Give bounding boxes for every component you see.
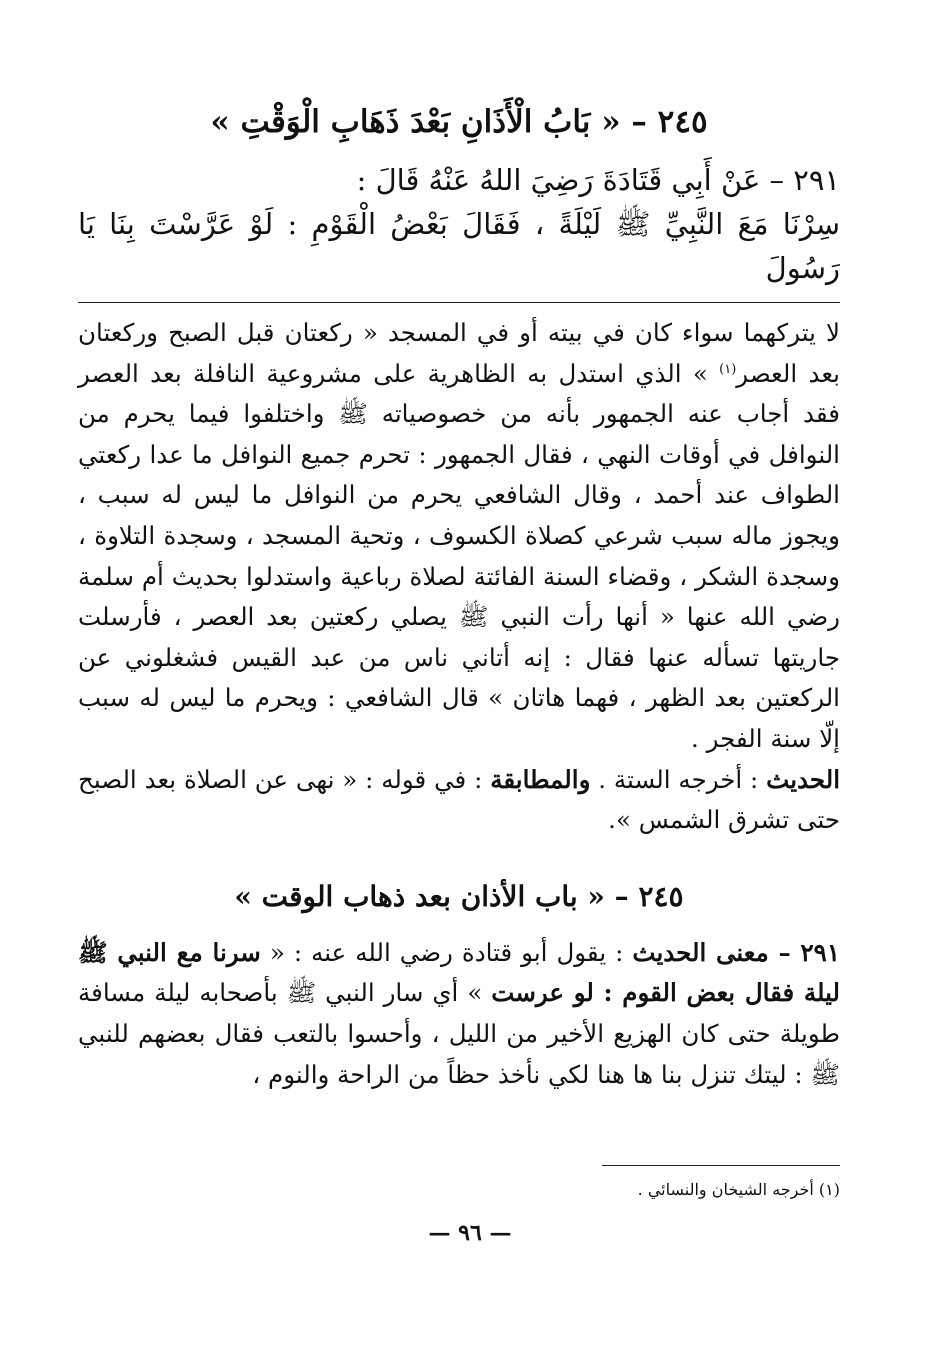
hadith-line-2: سِرْنَا مَعَ النَّبِيِّ ﷺ لَيْلَةً ، فَقَالَ بَعْضُ الْقَوْمِ : لَوْ عَرَّسْتَ بِنَا يَا رَسُولَ bbox=[78, 207, 840, 285]
footnote-reference: (١) bbox=[719, 361, 737, 377]
takhrij-text: : أخرجه الستة . bbox=[590, 764, 767, 794]
commentary-paragraph bbox=[78, 313, 840, 841]
explanation-label: ٢٩١ – معنى الحديث bbox=[632, 937, 840, 967]
footnote: (١) أخرجه الشيخان والنسائي . bbox=[637, 1180, 840, 1199]
separator-rule bbox=[78, 302, 840, 303]
explanation-text-2: » أي سار النبي ﷺ بأصحابه ليلة مسافة طويلة حتى كان الهزيع الأخير من الليل ، وأحسوا بالتعب فقال بعضهم للنبي ﷺ : ليتك تنزل بنا ها هنا لكي نأخذ حظاً من الراحة والنوم ، bbox=[78, 978, 840, 1089]
explanation-quote: سرنا مع النبي ﷺ ليلة فقال بعض القوم : لو عرست bbox=[78, 937, 840, 1008]
explanation-text-1: : يقول أبو قتادة رضي الله عنه : « bbox=[260, 937, 633, 967]
commentary-text: لا يتركهما سواء كان في بيته أو في المسجد « ركعتان قبل الصبح وركعتان بعد العصر bbox=[78, 318, 840, 388]
chapter-title: ٢٤٥ – « بَابُ الْأَذَانِ بَعْدَ ذَهَابِ الْوَقْتِ » bbox=[210, 104, 708, 140]
chapter-title-2: ٢٤٥ – « باب الأذان بعد ذهاب الوقت » bbox=[234, 879, 684, 913]
explanation-paragraph bbox=[78, 933, 840, 1095]
commentary-text-rest: » الذي استدل به الظاهرية على مشروعية النافلة بعد العصر فقد أجاب عنه الجمهور بأنه من خصوصياته ﷺ واختلفوا فيما يحرم من النوافل في أوقات النهي ، فقال الجمهور : تحرم جميع النوافل ما عدا ركعتي الطواف عند أحمد ، وقال الشافعي يحرم من النوافل ما ليس له سبب ، ويجوز ماله سبب شرعي كصلاة الكسوف ، وتحية المسجد ، وسجدة التلاوة ، وسجدة الشكر ، وقضاء السنة الفائتة لصلاة رباعية واستدلوا بحديث أم سلمة رضي الله عنها « أنها رأت النبي ﷺ يصلي ركعتين بعد العصر ، فأرسلت جاريتها تسأله عنها فقال : إنه أتاني ناس من عبد القيس فشغلوني عن الركعتين بعد الظهر ، فهما هاتان » قال الشافعي : ويحرم ما ليس له سبب إلّا سنة الفجر . bbox=[78, 358, 840, 753]
takhrij-label: الحديث bbox=[766, 764, 840, 794]
page-number: — ٩٦ — bbox=[428, 1220, 512, 1246]
hadith-line-1: ٢٩١ – عَنْ أَبِي قَتَادَةَ رَضِيَ اللهُ عَنْهُ قَالَ : bbox=[356, 163, 840, 197]
mutabaqa-text: : في قوله : « نهى عن الصلاة بعد الصبح حتى تشرق الشمس ». bbox=[78, 764, 840, 835]
mutabaqa-label: والمطابقة bbox=[490, 764, 591, 794]
footnote-rule bbox=[602, 1165, 840, 1166]
page-body bbox=[78, 100, 840, 1095]
